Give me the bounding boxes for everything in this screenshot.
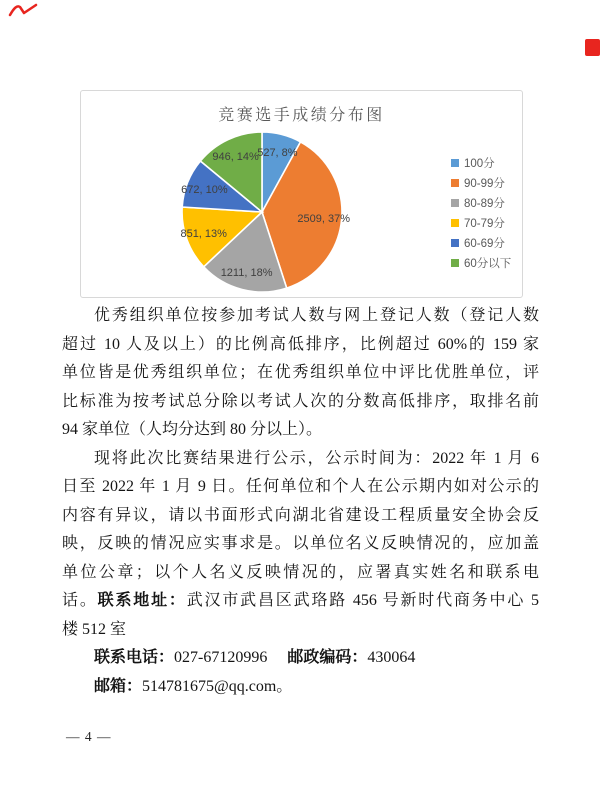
pie-slice-label: 2509, 37% — [297, 212, 351, 225]
text-run: 优秀组织单位按参加考试人数与网上登记人数（登记人数 — [94, 307, 539, 324]
page-number: — 4 — — [66, 729, 112, 744]
chart-legend — [451, 153, 511, 273]
text-line — [62, 587, 539, 616]
legend-swatch — [451, 199, 459, 207]
bold-label: 邮政编码： — [287, 649, 368, 666]
legend-item — [451, 193, 511, 213]
text-line — [62, 302, 539, 331]
pie-slice-label: 1211, 18% — [220, 267, 273, 280]
legend-swatch — [451, 179, 459, 187]
legend-label: 90-99分 — [464, 178, 505, 190]
text-run: 94 家单位（人均分达到 80 分以上）。 — [62, 421, 323, 438]
legend-item — [451, 173, 511, 193]
bold-label: 联系地址： — [97, 592, 187, 609]
red-square-mark — [585, 39, 600, 56]
text-run: 027-67120996 — [174, 649, 288, 666]
text-line — [62, 530, 539, 559]
text-line — [62, 559, 539, 588]
text-line — [62, 388, 539, 417]
text-run: 话。 — [62, 592, 98, 609]
text-line — [62, 502, 539, 531]
text-run: 现将此次比赛结果进行公示，公示时间为：2022 年 1 月 6 — [94, 449, 539, 467]
text-line — [62, 359, 539, 388]
paragraph — [62, 302, 539, 445]
score-distribution-chart-panel — [80, 90, 523, 298]
legend-label: 80-89分 — [464, 198, 505, 210]
text-run: 430064 — [367, 649, 416, 666]
text-run: 内容有异议，请以书面形式向湖北省建设工程质量安全协会反 — [62, 506, 539, 524]
legend-swatch — [451, 159, 459, 167]
text-run: 武汉市武昌区武珞路 456 号新时代商务中心 5 — [186, 592, 539, 609]
legend-item — [451, 153, 511, 173]
chart-title: 竞赛选手成绩分布图 — [218, 107, 385, 124]
text-run: 映，反映的情况应实事求是。以单位名义反映情况的，应加盖 — [62, 535, 539, 552]
legend-label: 70-79分 — [464, 218, 505, 230]
bold-label: 联系电话： — [94, 649, 175, 666]
paragraph — [62, 445, 539, 645]
text-run: 单位皆是优秀组织单位；在优秀组织单位中评比优胜单位，评 — [62, 364, 539, 381]
text-run: 日至 2022 年 1 月 9 日。任何单位和个人在公示期内如对公示的 — [62, 478, 539, 495]
text-run: 比标准为按考试总分除以考试人次的分数高低排序，取排名前 — [62, 392, 539, 410]
paragraph — [62, 644, 539, 701]
text-run: 514781675@qq.com。 — [142, 677, 293, 695]
legend-swatch — [451, 239, 459, 247]
text-run: 单位公章；以个人名义反映情况的，应署真实姓名和联系电 — [62, 563, 539, 581]
legend-swatch — [451, 259, 459, 267]
text-line — [62, 331, 539, 360]
text-line — [62, 616, 539, 645]
legend-label: 60分以下 — [464, 258, 512, 270]
bold-label: 邮箱： — [94, 677, 143, 695]
legend-swatch — [451, 219, 459, 227]
red-check-mark — [8, 2, 40, 20]
text-line — [62, 673, 539, 702]
legend-item — [451, 253, 511, 273]
body-text — [62, 302, 539, 701]
pie-slice-label: 672, 10% — [181, 184, 228, 197]
legend-label: 60-69分 — [464, 238, 505, 250]
text-line — [62, 644, 539, 673]
pie-slice-label: 851, 13% — [180, 228, 227, 240]
text-line — [62, 445, 539, 474]
legend-item — [451, 233, 511, 253]
legend-item — [451, 213, 511, 233]
text-line — [62, 473, 539, 502]
text-line — [62, 416, 539, 445]
legend-label: 100分 — [464, 158, 495, 170]
pie-slice-label: 527, 8% — [257, 146, 298, 159]
text-run: 超过 10 人及以上）的比例高低排序，比例超过 60%的 159 家 — [62, 335, 539, 353]
pie-slice-label: 946, 14% — [212, 150, 259, 163]
text-run: 楼 512 室 — [62, 620, 127, 638]
